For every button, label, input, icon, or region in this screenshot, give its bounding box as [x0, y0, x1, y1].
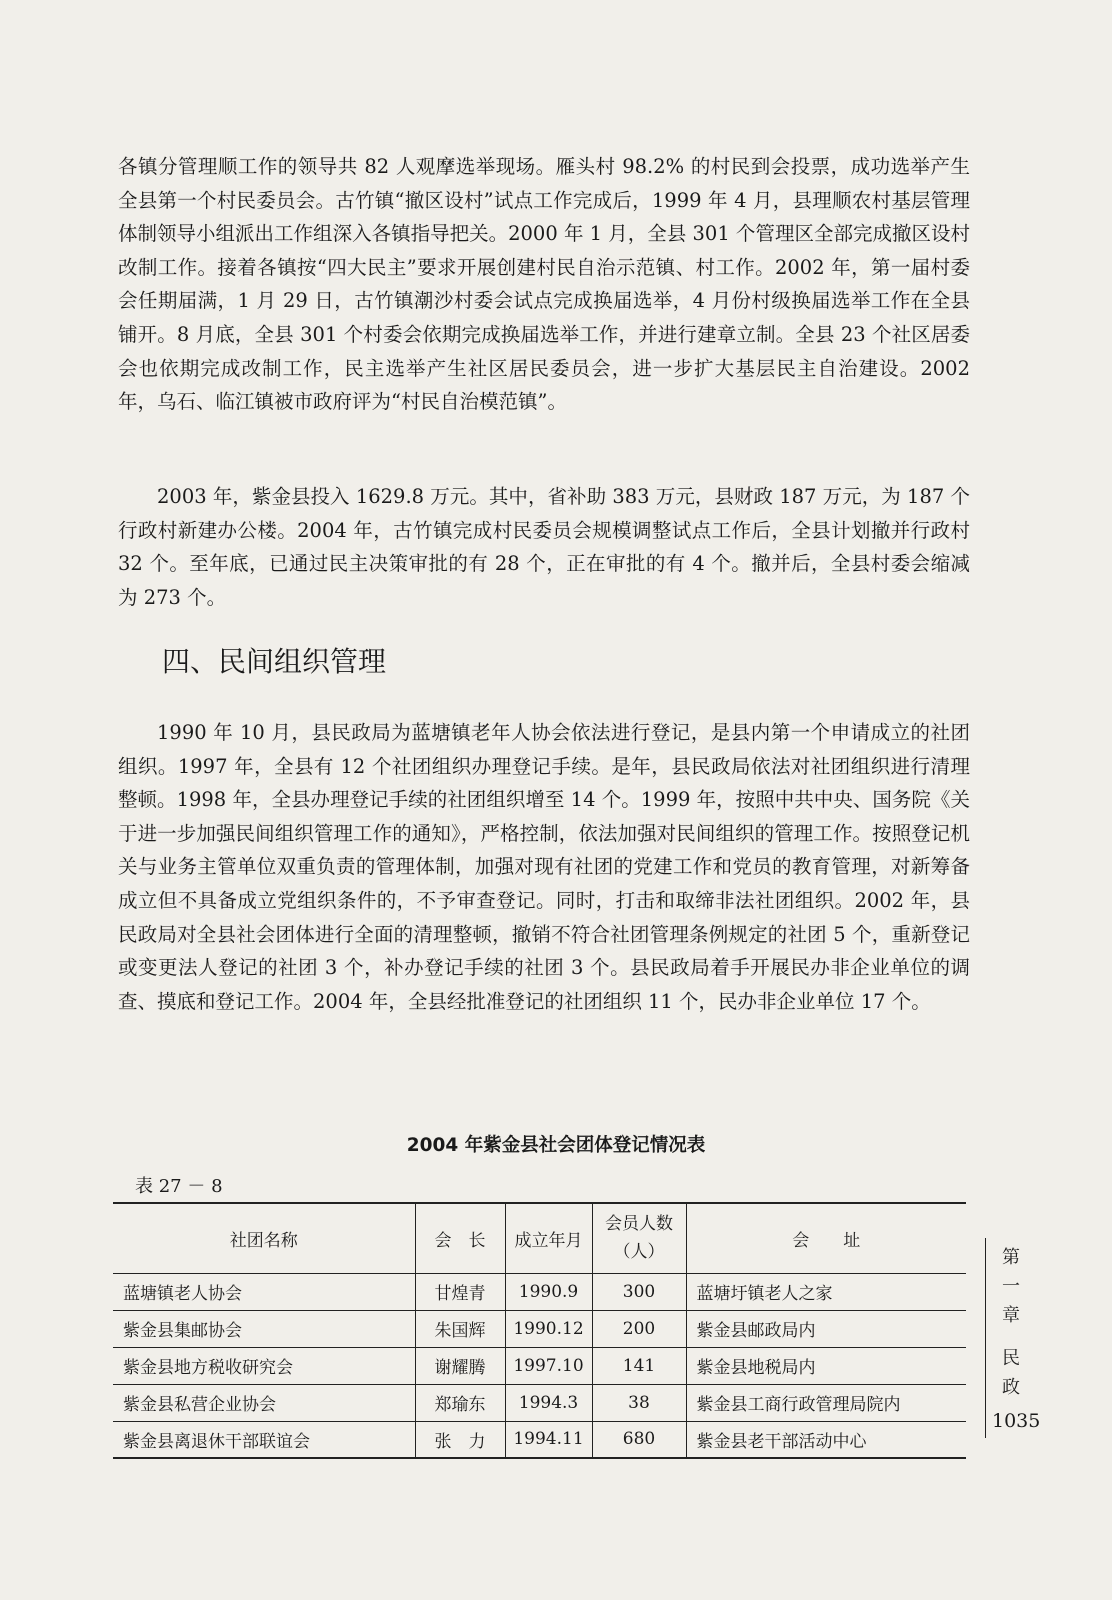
chapter-label — [996, 1243, 1026, 1402]
table-row — [113, 1421, 966, 1458]
cell-president: 朱国辉 — [415, 1310, 505, 1347]
cell-members: 300 — [592, 1273, 686, 1310]
body-paragraph: 2003 年，紫金县投入 1629.8 万元。其中，省补助 383 万元，县财政 187 万元，为 187 个行政村新建办公楼。2004 年，古竹镇完成村民委员会规模调整试点工作后，全县计划撤并行政村 32 个。至年底，已通过民主决策审批的有 28 个，正在审批的有 4 个。撤并后，全县村委会缩减为 273 个。 — [118, 485, 970, 609]
cell-name: 蓝塘镇老人协会 — [113, 1273, 415, 1310]
cell-members: 141 — [592, 1347, 686, 1384]
cell-president: 郑瑜东 — [415, 1384, 505, 1421]
cell-founded: 1994.3 — [505, 1384, 592, 1421]
col-header-members — [592, 1203, 686, 1273]
table-header-row — [113, 1203, 966, 1273]
col-header-founded: 成立年月 — [505, 1203, 592, 1273]
table-row — [113, 1384, 966, 1421]
table-row — [113, 1310, 966, 1347]
cell-founded: 1990.9 — [505, 1273, 592, 1310]
cell-president: 谢耀腾 — [415, 1347, 505, 1384]
cell-founded: 1994.11 — [505, 1421, 592, 1458]
chapter-char: 第 — [1002, 1247, 1020, 1268]
cell-founded: 1990.12 — [505, 1310, 592, 1347]
cell-address: 紫金县地税局内 — [686, 1347, 966, 1384]
table-title: 2004 年紫金县社会团体登记情况表 — [406, 1135, 706, 1156]
cell-address: 紫金县邮政局内 — [686, 1310, 966, 1347]
cell-address: 蓝塘圩镇老人之家 — [686, 1273, 966, 1310]
table-row — [113, 1347, 966, 1384]
cell-name: 紫金县私营企业协会 — [113, 1384, 415, 1421]
page-number: 1035 — [992, 1410, 1041, 1432]
cell-members: 200 — [592, 1310, 686, 1347]
col-header-president: 会 长 — [415, 1203, 505, 1273]
chapter-divider-rule — [985, 1238, 986, 1438]
col-header-members-line2: （人） — [613, 1242, 665, 1263]
cell-founded: 1997.10 — [505, 1347, 592, 1384]
body-paragraph: 1990 年 10 月，县民政局为蓝塘镇老年人协会依法进行登记，是县内第一个申请成立的社团组织。1997 年，全县有 12 个社团组织办理登记手续。是年，县民政局依法对社团组织进行清理整顿。1998 年，全县办理登记手续的社团组织增至 14 个。1999 年，按照中共中央、国务院《关于进一步加强民间组织管理工作的通知》，严格控制，依法加强对民间组织的管理工作。按照登记机关与业务主管单位双重负责的管理体制，加强对现有社团的党建工作和党员的教育管理，对新筹备成立但不具备成立党组织条件的，不予审查登记。同时，打击和取缔非法社团组织。2002 年，县民政局对全县社会团体进行全面的清理整顿，撤销不符合社团管理条例规定的社团 5 个，重新登记或变更法人登记的社团 3 个，补办登记手续的社团 3 个。县民政局着手开展民办非企业单位的调查、摸底和登记工作。2004 年，全县经批准登记的社团组织 11 个，民办非企业单位 17 个。 — [118, 721, 970, 1013]
table-row — [113, 1273, 966, 1310]
cell-members: 680 — [592, 1421, 686, 1458]
chapter-char: 章 — [1002, 1305, 1020, 1326]
col-header-name: 社团名称 — [113, 1203, 415, 1273]
cell-address: 紫金县老干部活动中心 — [686, 1421, 966, 1458]
cell-name: 紫金县地方税收研究会 — [113, 1347, 415, 1384]
cell-address: 紫金县工商行政管理局院内 — [686, 1384, 966, 1421]
col-header-address: 会 址 — [686, 1203, 966, 1273]
section-heading: 四、民间组织管理 — [162, 645, 387, 678]
chapter-char: 一 — [1002, 1276, 1020, 1297]
body-paragraph: 各镇分管理顺工作的领导共 82 人观摩选举现场。雁头村 98.2% 的村民到会投票，成功选举产生全县第一个村民委员会。古竹镇“撤区设村”试点工作完成后，1999 年 4 月，县理顺农村基层管理体制领导小组派出工作组深入各镇指导把关。2000 年 1 月，全县 301 个管理区全部完成撤区设村改制工作。接着各镇按“四大民主”要求开展创建村民自治示范镇、村工作。2002 年，第一届村委会任期届满，1 月 29 日，古竹镇潮沙村委会试点完成换届选举，4 月份村级换届选举工作在全县铺开。8 月底，全县 301 个村委会依期完成换届选举工作，并进行建章立制。全县 23 个社区居委会也依期完成改制工作，民主选举产生社区居民委员会，进一步扩大基层民主自治建设。2002 年，乌石、临江镇被市政府评为“村民自治模范镇”。 — [118, 155, 970, 414]
chapter-char: 政 — [1002, 1377, 1020, 1398]
col-header-members-line1: 会员人数 — [605, 1214, 673, 1235]
table-number: 表 27 － 8 — [135, 1176, 223, 1197]
chapter-char: 民 — [1002, 1348, 1020, 1369]
cell-name: 紫金县集邮协会 — [113, 1310, 415, 1347]
cell-president: 甘煌青 — [415, 1273, 505, 1310]
cell-members: 38 — [592, 1384, 686, 1421]
cell-president: 张 力 — [415, 1421, 505, 1458]
cell-name: 紫金县离退休干部联谊会 — [113, 1421, 415, 1458]
chapter-gap — [996, 1330, 1026, 1344]
registration-table — [113, 1202, 966, 1459]
